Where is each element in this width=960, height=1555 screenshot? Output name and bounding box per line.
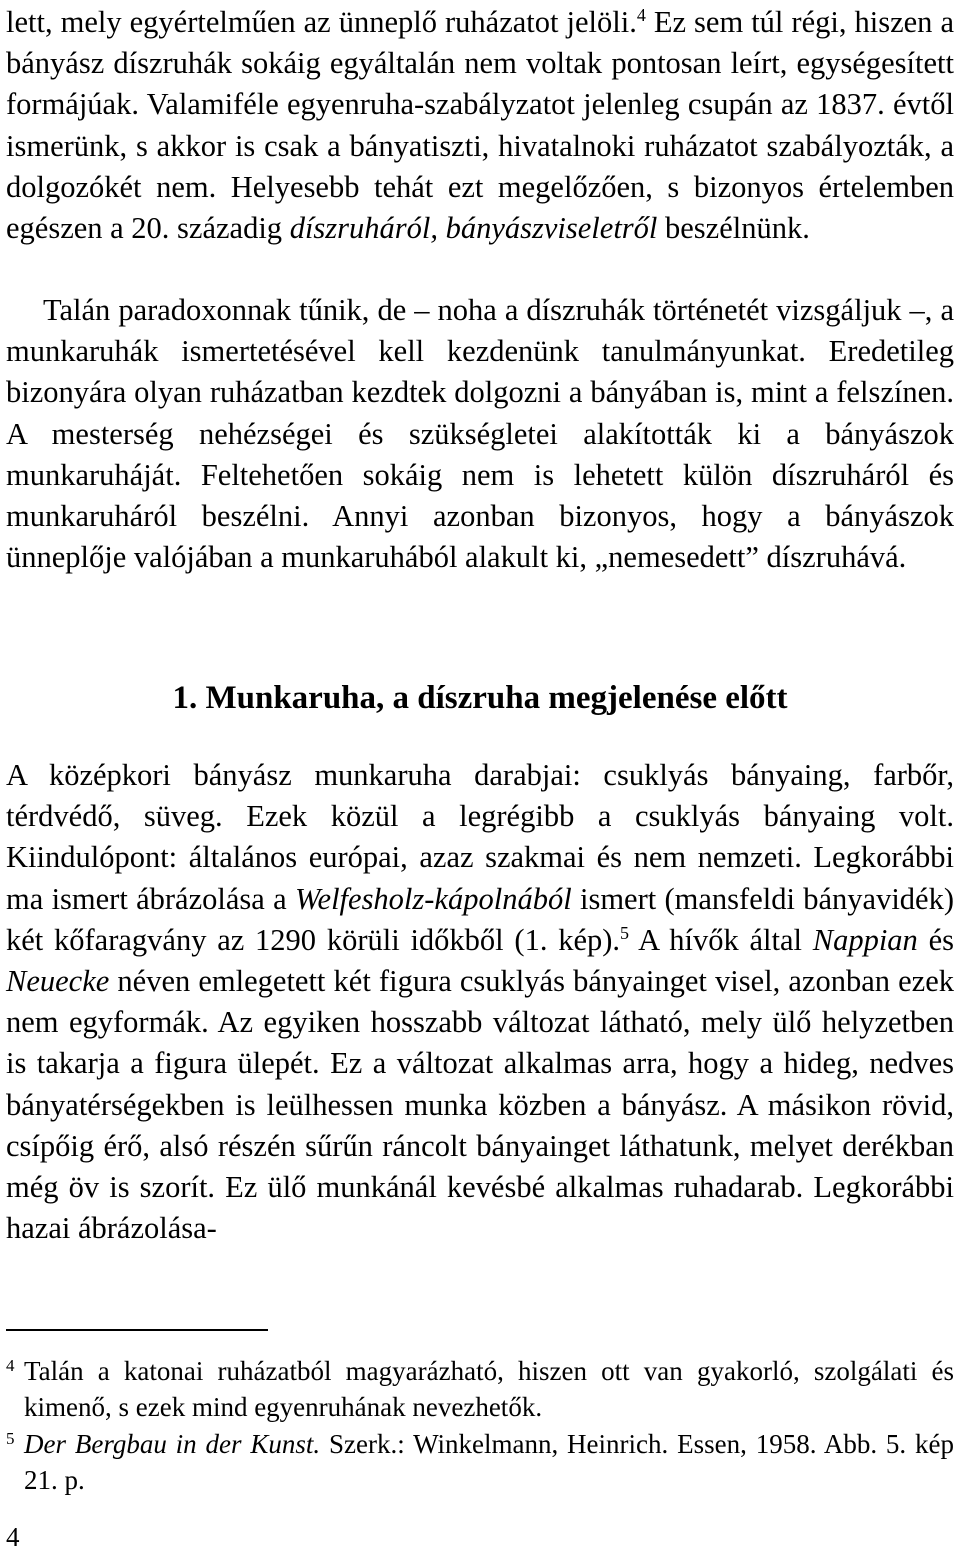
footnote-separator xyxy=(6,1329,268,1331)
italic-place: Welfesholz-kápolnából xyxy=(294,881,572,916)
italic-name-1: Nappian xyxy=(812,922,918,957)
footnote-ref-5[interactable]: 5 xyxy=(620,922,630,943)
paragraph-1: lett, mely egyértelműen az ünneplő ruházatot jelöli.$^4$ Ez sem túl régi, hiszen a bányász díszruhák sokáig egyáltalán nem voltak pontosan leírt, egységesített formájúak. Valamiféle egyenruha-szabályzatot jelenleg csupán az 1837. évtől ismerünk, s akkor is csak a bányatiszti, hivatalnoki ruházatot szabályozták, a dolgozókét nem. Helyesebb tehát ezt megelőzően, s bizonyos értelemben egészen a 20. századig díszruháról, bányászviseletről beszélnünk. xyxy=(6,4,954,246)
paragraph-3: A középkori bányász munkaruha darabjai: csuklyás bányaing, farbőr, térdvédő, süveg. Ezek közül a legrégibb a csuklyás bányaing volt. Kiindulópont: általános európai, azaz szakmai és nem nemzeti. Legkorábbi ma ismert ábrázolása a Welfesholz-kápolnából ismert (mansfeldi bányavidék) két kőfaragvány az 1290 körüli időkből (1. kép).$^5$ A hívők által Nappian és Neuecke néven emlegetett két figura csuklyás bányainget visel, azonban ezek nem egyformák. Az egyiken hosszabb változat látható, mely ülő helyzetben is takarja a figura ülepét. Ez a változat alkalmas arra, hogy a hideg, nedves bányatérségekben is leülhessen munka közben a bányász. A másikon rövid, csípőig érő, alsó részén sűrűn ráncolt bányainget láthatunk, melyet derékban még öv is szorít. Ez ülő munkánál kevésbé alkalmas ruhadarab. Legkorábbi hazai ábrázolása- xyxy=(6,758,954,1246)
footnote-ref-4[interactable]: 4 xyxy=(636,4,646,25)
paragraph-2: Talán paradoxonnak tűnik, de – noha a díszruhák történetét vizsgáljuk –, a munkaruhák ismertetésével kell kezdenünk tanulmányunkat. Eredetileg bizonyára olyan ruházatban kezdtek dolgozni a bányában is, mint a felszínen. A mesterség nehézségei és szükségletei alakították ki a bányászok munkaruháját. Feltehetően sokáig nem is lehetett külön díszruháról és munkaruháról beszélni. Annyi azonban bizonyos, hogy a bányászok ünneplője valójában a munkaruhából alakult ki, „nemesedett” díszruhává. xyxy=(6,293,954,575)
italic-name-2: Neuecke xyxy=(6,964,110,999)
section-heading: 1. Munkaruha, a díszruha megjelenése előtt xyxy=(172,680,788,716)
italic-term: díszruháról, bányászviseletről xyxy=(289,211,658,246)
page-number: 4 xyxy=(6,1522,20,1552)
footnote-4: 4 Talán a katonai ruházatból magyarázható, hiszen ott van gyakorló, szolgálati és kimenő, s ezek mind egyenruhának nevezhetők. xyxy=(6,1356,954,1422)
footnote-5: 5 Der Bergbau in der Kunst. Szerk.: Winkelmann, Heinrich. Essen, 1958. Abb. 5. kép 21. p. xyxy=(6,1429,955,1495)
